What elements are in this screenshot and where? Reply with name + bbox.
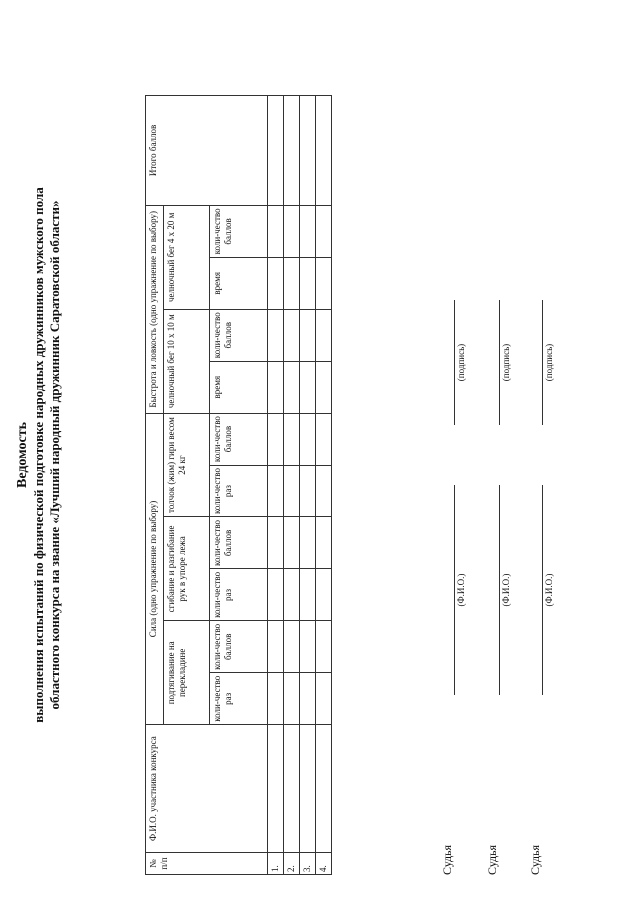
table-cell[interactable] <box>316 205 332 257</box>
table-row <box>300 96 316 875</box>
fio-line[interactable] <box>454 485 455 695</box>
sign-caption: (подпись) <box>456 343 466 382</box>
table-cell[interactable] <box>300 517 316 569</box>
table-cell[interactable] <box>300 569 316 621</box>
table-cell[interactable] <box>284 96 300 206</box>
table-cell[interactable] <box>268 465 284 517</box>
document-page <box>15 25 625 885</box>
header-pullup: подтягивание на перекладине <box>164 621 210 725</box>
table-cell[interactable] <box>316 309 332 361</box>
table-cell[interactable] <box>300 257 316 309</box>
title-main: Ведомость <box>15 421 30 489</box>
fio-caption: (Ф.И.О.) <box>501 573 511 607</box>
table-cell[interactable] <box>284 517 300 569</box>
sub-kettlebell-points: коли-чество баллов <box>210 413 268 465</box>
sign-line[interactable] <box>499 300 500 425</box>
document-title <box>15 25 63 885</box>
judge-label: Судья <box>528 844 542 875</box>
table-cell[interactable] <box>300 96 316 206</box>
table-cell[interactable] <box>300 413 316 465</box>
table-cell[interactable] <box>268 205 284 257</box>
table-cell[interactable] <box>284 257 300 309</box>
header-shuttle-10: челночный бег 10 х 10 м <box>164 309 210 413</box>
table-cell[interactable] <box>300 621 316 673</box>
judge-label: Судья <box>485 844 499 875</box>
table-cell[interactable] <box>316 257 332 309</box>
table-cell[interactable] <box>268 96 284 206</box>
table-cell[interactable] <box>300 309 316 361</box>
fio-caption: (Ф.И.О.) <box>456 573 466 607</box>
table-cell[interactable] <box>316 621 332 673</box>
table-cell[interactable] <box>284 413 300 465</box>
sub-pushup-count: коли-чество раз <box>210 569 268 621</box>
table-cell[interactable] <box>268 621 284 673</box>
row-number: 3. <box>300 853 316 875</box>
table-cell[interactable] <box>284 309 300 361</box>
table-cell[interactable] <box>268 569 284 621</box>
table-row <box>316 96 332 875</box>
table-cell[interactable] <box>284 361 300 413</box>
judge-label: Судья <box>440 844 454 875</box>
table-cell[interactable] <box>268 361 284 413</box>
header-strength-group: Сила (одно упражнение по выбору) <box>146 413 164 725</box>
table-cell[interactable] <box>300 361 316 413</box>
row-number: 2. <box>284 853 300 875</box>
header-name: Ф.И.О. участника конкурса <box>146 725 268 853</box>
sub-shuttle10-points: коли-чество баллов <box>210 309 268 361</box>
header-pushup: сгибание и разгибание рук в упоре лежа <box>164 517 210 621</box>
table-cell[interactable] <box>284 621 300 673</box>
fio-line[interactable] <box>542 485 543 695</box>
row-number: 4. <box>316 853 332 875</box>
sub-pullup-count: коли-чество раз <box>210 673 268 725</box>
table-cell[interactable] <box>268 673 284 725</box>
fio-caption: (Ф.И.О.) <box>544 573 554 607</box>
header-speed-group: Быстрота и ловкость (одно упражнение по выбору) <box>146 205 164 413</box>
table-cell[interactable] <box>316 361 332 413</box>
table-row <box>268 96 284 875</box>
table-cell[interactable] <box>316 725 332 853</box>
header-kettlebell: толчок (жим) гири весом 24 кг <box>164 413 210 517</box>
sub-shuttle10-time: время <box>210 361 268 413</box>
table-cell[interactable] <box>300 205 316 257</box>
sign-caption: (подпись) <box>501 343 511 382</box>
table-row <box>284 96 300 875</box>
results-table <box>145 95 332 875</box>
sub-shuttle4-time: время <box>210 257 268 309</box>
table-cell[interactable] <box>316 465 332 517</box>
table-cell[interactable] <box>284 205 300 257</box>
table-cell[interactable] <box>300 465 316 517</box>
table-cell[interactable] <box>300 673 316 725</box>
table-cell[interactable] <box>284 569 300 621</box>
title-line-2: областного конкурса на звание «Лучший народный дружинник Саратовской области» <box>47 200 62 710</box>
title-line-1: выполнения испытаний по физической подготовке народных дружинников мужского пола <box>31 187 46 723</box>
table-cell[interactable] <box>284 465 300 517</box>
table-cell[interactable] <box>316 517 332 569</box>
table-cell[interactable] <box>316 569 332 621</box>
table-cell[interactable] <box>268 413 284 465</box>
table-cell[interactable] <box>300 725 316 853</box>
table-cell[interactable] <box>268 517 284 569</box>
table-cell[interactable] <box>316 673 332 725</box>
fio-line[interactable] <box>499 485 500 695</box>
row-number: 1. <box>268 853 284 875</box>
table-cell[interactable] <box>284 673 300 725</box>
table-cell[interactable] <box>268 257 284 309</box>
table-cell[interactable] <box>268 309 284 361</box>
sub-kettlebell-count: коли-чество раз <box>210 465 268 517</box>
sub-shuttle4-points: коли-чество баллов <box>210 205 268 257</box>
table-cell[interactable] <box>268 725 284 853</box>
table-cell[interactable] <box>316 96 332 206</box>
header-shuttle-4: челночный бег 4 х 20 м <box>164 205 210 309</box>
table-cell[interactable] <box>284 725 300 853</box>
sub-pushup-points: коли-чество баллов <box>210 517 268 569</box>
sign-caption: (подпись) <box>544 343 554 382</box>
header-no: № п/п <box>146 853 268 875</box>
sign-line[interactable] <box>454 300 455 425</box>
sign-line[interactable] <box>542 300 543 425</box>
sub-pullup-points: коли-чество баллов <box>210 621 268 673</box>
table-cell[interactable] <box>316 413 332 465</box>
header-total: Итого баллов <box>146 96 268 206</box>
